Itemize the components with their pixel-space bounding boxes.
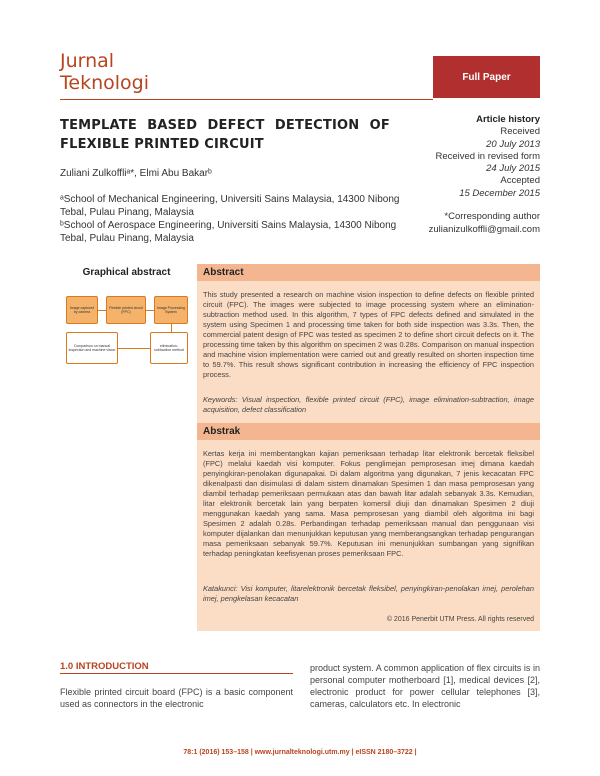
introduction-text-right: product system. A common application of flex circuits is in personal computer motherboard [1], medical devices [2], electronic product for power cellular telephones [3], cameras, calculators etc. In electronic [310, 663, 540, 709]
abstract-heading-bar [197, 264, 540, 281]
flow-arrow [171, 324, 172, 332]
flow-arrow [118, 348, 150, 349]
abstrak-heading-bar [197, 423, 540, 440]
graphical-abstract-heading: Graphical abstract [82, 267, 171, 278]
header-divider [60, 99, 433, 100]
abstract-heading: Abstract [203, 267, 244, 278]
copyright-notice: © 2016 Penerbit UTM Press. All rights reserved [386, 616, 534, 623]
abstract-keywords: Keywords: Visual inspection, flexible printed circuit (FPC), image elimination-subtraction, image acquisition, defect classification [203, 395, 534, 414]
page-footer: 78:1 (2016) 153–158 | www.jurnalteknologi.utm.my | eISSN 2180–3722 | [183, 749, 417, 756]
flow-box-comparison: Comparison on manual inspection and machine vision [66, 332, 118, 364]
abstrak-heading: Abstrak [203, 426, 241, 437]
article-history [435, 114, 540, 200]
corresponding-email[interactable]: zulianizulkoffli@gmail.com [428, 223, 540, 235]
journal-name-line2: Teknologi [60, 72, 149, 94]
history-heading: Article history [476, 114, 540, 125]
article-title: TEMPLATE BASED DEFECT DETECTION OF FLEXIBLE PRINTED CIRCUIT [60, 118, 390, 152]
abstrak-keywords: Katakunci: Visi komputer, litarelektronik bercetak fleksibel, penyingkiran-penolakan imej, perolehan imej, pengkelasan kecacatan [203, 584, 534, 603]
abstrak-text: Kertas kerja ini membentangkan kajian pemeriksaan terhadap litar elektronik bercetak fleksibel (FPC) melalui kaedah visi komputer. Fokus penglimejan pemprosesan imej dimana kaedah penyingkiran-penolakan digunapakai. Di dalam algoritma yang digunakan, 7 jenis kecacatan FPC dikenalpasti dan disimulasi di dalam sistem dinamakan Spesimen 1 dan masa pemprosesan yang diambil terhadap pemeriksaan permukaan atas dan bawah litar adalah sebanyak 3.3s. Kemudian, litar elektronik bercetak lain yang berpaten komersil diuji dan dinamakan Spesimen 2 diuji menggunakan kaedah yang sama. Masa pemprosesan yang diambil oleh algoritma ini bagi Spesimen 2 adalah 0.28s. Perbandingan terhadap pemeriksaan manual dan penggunaan visi komputer dijalankan dan menunjukkan keputusan yang memberangsangkan terhadap pengurangan masa pemeriksaan sebanyak 59.7%. Keputusan ini menunjukkan sumbangan yang signifikan terhadap peningkatan keefisyenan proses pemeriksaan FPC. [203, 449, 534, 558]
affiliation-b: ᵇSchool of Aerospace Engineering, Universiti Sains Malaysia, 14300 Nibong Tebal, Pulau Pinang, Malaysia [60, 220, 397, 244]
corresponding-author [429, 211, 540, 236]
revised-date: 24 July 2015 [486, 163, 540, 175]
received-date: 20 July 2013 [486, 138, 540, 150]
journal-name [60, 50, 149, 94]
flow-box-camera: Image captured by camera [66, 296, 98, 324]
graphical-abstract-figure [66, 296, 188, 364]
full-paper-badge: Full Paper [433, 56, 540, 98]
flow-arrow [146, 310, 154, 311]
flow-box-processing: Image Processing System [154, 296, 188, 324]
flow-box-elimination: elimination-subtraction method [150, 332, 188, 364]
introduction-text-left: Flexible printed circuit board (FPC) is a basic component used as connectors in the electronic [60, 687, 293, 709]
journal-name-line1: Jurnal [60, 50, 115, 72]
received-label: Received [500, 126, 540, 138]
flow-box-fpc: Flexible printed circuit (FPC) [106, 296, 146, 324]
revised-label: Received in revised form [435, 150, 540, 162]
introduction-heading: 1.0 INTRODUCTION [60, 661, 149, 672]
flow-arrow [98, 310, 106, 311]
accepted-date: 15 December 2015 [459, 187, 540, 199]
authors: Zuliani Zulkoffliᵃ*, Elmi Abu Bakarᵇ [60, 168, 212, 179]
corresponding-label: *Corresponding author [444, 211, 540, 222]
accepted-label: Accepted [500, 175, 540, 187]
affiliation-a: ᵃSchool of Mechanical Engineering, Universiti Sains Malaysia, 14300 Nibong Tebal, Pulau Pinang, Malaysia [60, 194, 400, 218]
abstract-text: This study presented a research on machine vision inspection to define defects on flexible printed circuit (FPC). The images were subjected to image processing system where an elimination-subtraction method used. In this algorithm, 7 types of FPC defects defined and simulated in the system using Specimen 1 and processing time taken for both side inspection was 3.3s. Then, the commercial patent design of FPC was tested as specimen 2 to define short circuit defects on it. The processing time taken by this algorithm on specimen 2 was 0.28s. Comparison on manual inspection and machine vision implementation were carried out and greatly resulted on shorten inspection time to 59.7%. This result shows significant contribution in increasing the efficiency of FPC inspection process. [203, 290, 534, 379]
introduction-rule [60, 673, 293, 674]
